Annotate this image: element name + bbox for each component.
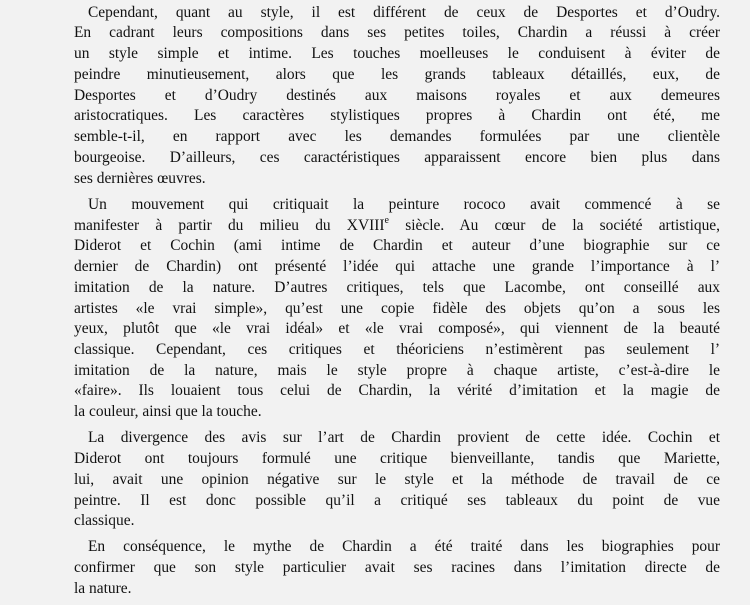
- text-line: «faire». Ils louaient tous celui de Chardin, la vérité d’imitation et la magie de: [74, 382, 720, 400]
- text-line: peintre. Il est donc possible qu’il a critiqué ses tableaux du point de vue: [74, 491, 720, 509]
- text-line: imitation de la nature. D’autres critiques, tels que Lacombe, ont conseillé aux: [74, 278, 720, 296]
- text-line: la couleur, ainsi que la touche.: [74, 403, 262, 421]
- text-line: Diderot et Cochin (ami intime de Chardin et auteur d’une biographie sur ce: [74, 237, 720, 255]
- text-line: En cadrant leurs compositions dans ses petites toiles, Chardin a réussi à créer: [74, 24, 720, 42]
- text-line: Un mouvement qui critiquait la peinture rococo avait commencé à se: [88, 195, 720, 213]
- text-line: imitation de la nature, mais le style propre à chaque artiste, c’est-à-dire le: [74, 361, 720, 379]
- text-line: un style simple et intime. Les touches moelleuses le conduisent à éviter de: [74, 45, 720, 63]
- text-fragment: manifester à partir du milieu du XVIII: [74, 216, 385, 234]
- text-line: peindre minutieusement, alors que les grands tableaux détaillés, eux, de: [74, 65, 720, 83]
- text-line: yeux, plutôt que «le vrai idéal» et «le vrai composé», qui viennent de la beauté: [74, 320, 720, 338]
- text-line: ses dernières œuvres.: [74, 169, 206, 187]
- superscript: e: [384, 214, 389, 226]
- text-line: classique. Cependant, ces critiques et théoriciens n’estimèrent pas seulement l’: [74, 340, 720, 358]
- text-line: Desportes et d’Oudry destinés aux maisons royales et aux demeures: [74, 86, 720, 104]
- text-line: artistes «le vrai simple», qu’est une copie fidèle des objets qu’on a sous les: [74, 299, 720, 317]
- text-line: aristocratiques. Les caractères stylistiques propres à Chardin ont été, me: [74, 107, 720, 125]
- text-line: bourgeoise. D’ailleurs, ces caractéristiques apparaissent encore bien plus dans: [74, 148, 720, 166]
- text-line: la nature.: [74, 579, 132, 597]
- text-line: Cependant, quant au style, il est différent de ceux de Desportes et d’Oudry.: [88, 3, 720, 21]
- text-line: En conséquence, le mythe de Chardin a été traité dans les biographies pour: [88, 538, 720, 556]
- text-line: lui, avait une opinion négative sur le style et la méthode de travail de ce: [74, 470, 720, 488]
- text-line: confirmer que son style particulier avait ses racines dans l’imitation directe de: [74, 559, 720, 577]
- text-line: Diderot ont toujours formulé une critique bienveillante, tandis que Mariette,: [74, 450, 720, 467]
- text-line: dernier de Chardin) ont présenté l’idée qui attache une grande l’importance à l’: [74, 258, 720, 275]
- text-line-with-superscript: [74, 216, 720, 237]
- text-fragment: siècle. Au cœur de la société artistique,: [405, 216, 721, 234]
- text-line: semble-t-il, en rapport avec les demandes formulées par une clientèle: [74, 128, 720, 146]
- text-line: La divergence des avis sur l’art de Chardin provient de cette idée. Cochin et: [88, 429, 720, 447]
- text-line: classique.: [74, 512, 135, 530]
